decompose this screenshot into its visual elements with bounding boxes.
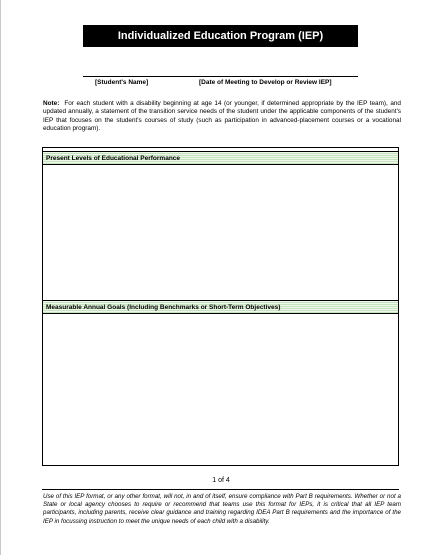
student-name-label: [Student's Name] (95, 79, 149, 86)
section-title-annual-goals: Measurable Annual Goals (Including Benchmarks or Short-Term Objectives) (46, 303, 281, 311)
note-paragraph (43, 100, 401, 133)
iep-form-box (42, 147, 399, 466)
page-title (83, 25, 358, 47)
signature-line (83, 76, 358, 77)
section-title-present-levels: Present Levels of Educational Performance (46, 154, 181, 162)
page-number: 1 of 4 (212, 477, 230, 484)
page-title-text: Individualized Education Program (IEP) (117, 30, 324, 42)
footer-disclaimer: Use of this IEP format, or any other format, will not, in and of itself, ensure compliance with Part B requirements. Whether or not a State or local agency chooses to require or recommend that teams use this format for IEPs, it is critical that all IEP team participants, including parents, receive clear guidance and training regarding IDEA Part B requirements and the importance of the IEP in focussing instruction to meet the unique needs of each child with a disability. (43, 493, 401, 525)
footer-divider (42, 489, 399, 490)
section-header-present-levels (43, 151, 398, 165)
meeting-date-label: [Date of Meeting to Develop or Review IEP] (199, 79, 332, 86)
note-text: For each student with a disability beginning at age 14 (or younger, if determined appropriate by the IEP team), and updated annually, a statement of the transition service needs of the student under the applicable components of the student's IEP that focuses on the student's courses of study (such as participation in advanced-placement courses or a vocational education program). (43, 100, 401, 132)
section-header-annual-goals (43, 300, 398, 314)
note-label: Note: (43, 100, 60, 107)
